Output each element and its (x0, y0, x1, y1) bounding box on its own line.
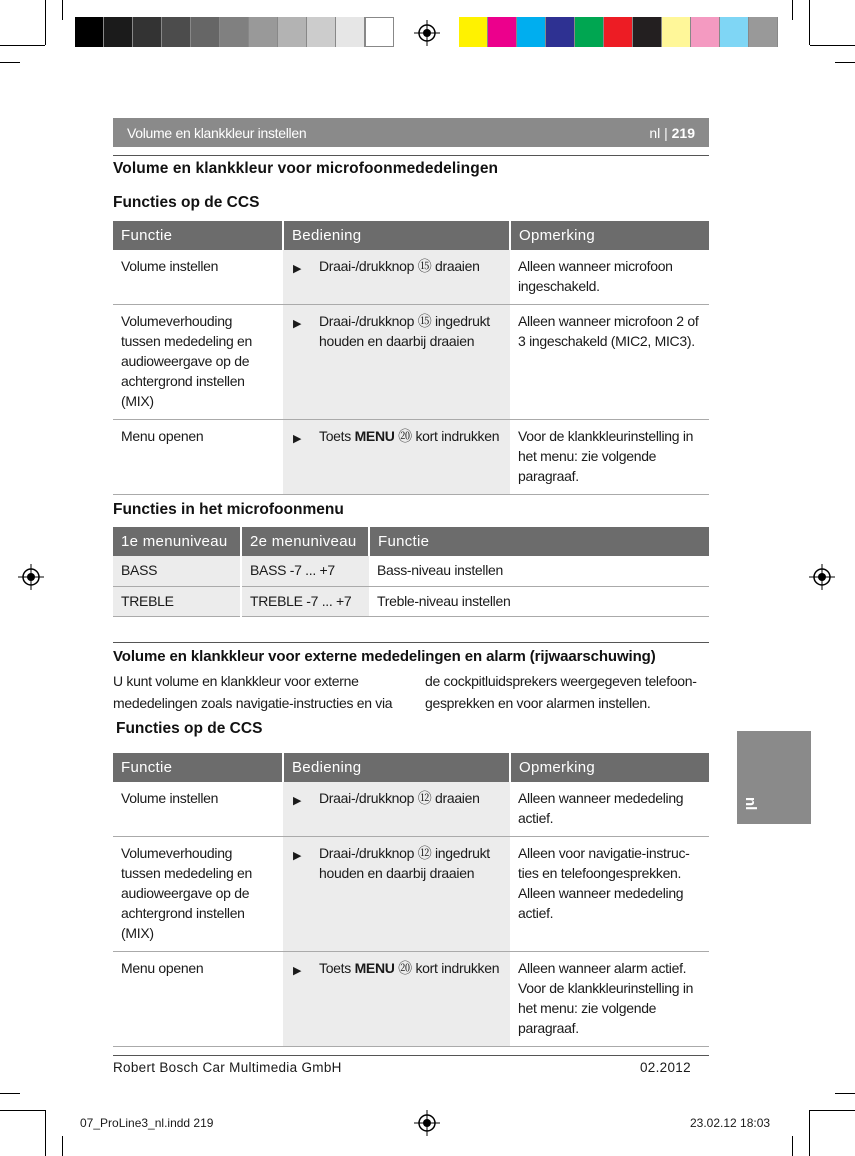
cell-functie: Menu openen (113, 420, 283, 495)
arrow-right-icon (291, 256, 319, 279)
crop-mark (0, 1093, 20, 1094)
cell-bediening (283, 782, 510, 837)
cell-opmerking: Alleen wanneer mededeling actief. (510, 782, 709, 837)
side-tab-label: nl (742, 797, 759, 811)
cell-opmerking: Alleen voor navigatie-instructies en telefoongesprekken. Alleen wanneer mededeling actief. (510, 837, 709, 952)
bediening-text: Draai-/drukknop ⑮ ingedrukt houden en daarbij draaien (319, 313, 490, 349)
cell-opmerking: Alleen wanneer alarm actief. Voor de klankkleurinstelling in het menu: zie volgende paragraaf. (510, 952, 709, 1047)
text-pre: Toets (319, 960, 355, 976)
cell-level1: TREBLE (113, 586, 241, 616)
cmyk-color-bar (459, 17, 778, 47)
text-pre: Toets (319, 428, 355, 444)
header-separator: | (664, 124, 668, 141)
cell-level2: TREBLE -7 ... +7 (241, 586, 369, 616)
arrow-right-icon (291, 843, 319, 883)
cell-functie: Volume instellen (113, 250, 283, 305)
text-post: ⑳ kort indrukken (394, 428, 500, 444)
grayscale-color-bar (75, 17, 394, 47)
color-swatch (517, 17, 546, 47)
crop-mark (62, 1136, 63, 1156)
table-header-row (113, 753, 709, 782)
crop-mark (45, 1110, 46, 1156)
cell-function: Treble-niveau instellen (369, 586, 709, 616)
registration-mark-icon (414, 1110, 440, 1136)
color-swatch (633, 17, 662, 47)
column-header: 1e menuniveau (113, 527, 241, 556)
cell-functie: Volumeverhouding tussen mededeling en audioweergave op de achtergrond instellen (MIX) (113, 305, 283, 420)
slug-date: 23.02.12 18:03 (690, 1116, 771, 1130)
color-swatch (133, 17, 162, 47)
bediening-text: Draai-/drukknop ⑫ draaien (319, 790, 480, 806)
column-header: Bediening (283, 753, 510, 782)
cell-bediening (283, 952, 510, 1047)
header-page: 219 (671, 124, 695, 141)
crop-mark (835, 62, 855, 63)
crop-mark (835, 1093, 855, 1094)
footer-company: Robert Bosch Car Multimedia GmbH (113, 1060, 342, 1075)
header-page-number (649, 125, 695, 141)
table-header-row (113, 221, 709, 250)
color-swatch (249, 17, 278, 47)
section-title: Volume en klankkleur voor microfoonmededelingen (113, 160, 499, 177)
menu-key-label: MENU (354, 428, 395, 444)
color-swatch (488, 17, 517, 47)
crop-mark (810, 1110, 855, 1111)
cell-level2: BASS -7 ... +7 (241, 556, 369, 586)
table-row (113, 782, 709, 837)
divider (113, 155, 709, 156)
ccs-functions-table (113, 221, 709, 495)
menu-key-label: MENU (354, 960, 395, 976)
text-post: ⑳ kort indrukken (394, 960, 500, 976)
cell-function: Bass-niveau instellen (369, 556, 709, 586)
color-swatch (749, 17, 778, 47)
page-header (113, 118, 709, 147)
header-title: Volume en klankkleur instellen (127, 124, 307, 141)
color-swatch (575, 17, 604, 47)
crop-mark (809, 0, 810, 45)
table-row (113, 420, 709, 495)
color-swatch (191, 17, 220, 47)
table-row (113, 556, 709, 586)
bediening-text: Draai-/drukknop ⑮ draaien (319, 258, 480, 274)
registration-mark-icon (809, 564, 835, 590)
table-row (113, 952, 709, 1047)
bediening-text (319, 958, 499, 981)
color-swatch (365, 17, 394, 47)
footer-divider (113, 1055, 709, 1056)
cell-opmerking: Voor de klankkleurinstelling in het menu: zie volgende paragraaf. (510, 420, 709, 495)
cell-functie: Menu openen (113, 952, 283, 1047)
cell-opmerking: Alleen wanneer microfoon ingeschakeld. (510, 250, 709, 305)
column-header: Bediening (283, 221, 510, 250)
column-header: Functie (113, 753, 283, 782)
header-lang: nl (649, 124, 661, 141)
subsection-title: Functies op de CCS (113, 194, 260, 211)
footer-date: 02.2012 (640, 1060, 691, 1075)
bediening-text: Draai-/drukknop ⑫ ingedrukt houden en daarbij draaien (319, 845, 490, 881)
cell-bediening (283, 250, 510, 305)
crop-mark (45, 0, 46, 45)
column-header: Opmerking (510, 221, 709, 250)
subsection-title: Functies in het microfoonmenu (113, 501, 344, 518)
color-swatch (459, 17, 488, 47)
color-swatch (75, 17, 104, 47)
arrow-right-icon (291, 788, 319, 811)
color-swatch (162, 17, 191, 47)
color-swatch (336, 17, 365, 47)
crop-mark (792, 1136, 793, 1156)
color-swatch (604, 17, 633, 47)
language-side-tab (737, 731, 811, 824)
color-swatch (220, 17, 249, 47)
table-row (113, 586, 709, 616)
slug-file: 07_ProLine3_nl.indd 219 (80, 1116, 214, 1130)
registration-mark-icon (414, 20, 440, 46)
arrow-right-icon (291, 426, 319, 449)
cell-opmerking: Alleen wanneer microfoon 2 of 3 ingeschakeld (MIC2, MIC3). (510, 305, 709, 420)
column-header: Functie (369, 527, 709, 556)
body-text-right: de cockpitluidsprekers weergegeven telefoongesprekken en voor alarmen instellen. (425, 673, 697, 711)
crop-mark (62, 0, 63, 20)
arrow-right-icon (291, 311, 319, 351)
color-swatch (662, 17, 691, 47)
color-swatch (691, 17, 720, 47)
color-swatch (546, 17, 575, 47)
column-header: Opmerking (510, 753, 709, 782)
crop-mark (0, 45, 45, 46)
color-swatch (720, 17, 749, 47)
color-swatch (307, 17, 336, 47)
registration-mark-icon (18, 564, 44, 590)
color-swatch (104, 17, 133, 47)
cell-bediening (283, 420, 510, 495)
divider (113, 642, 709, 643)
crop-mark (792, 0, 793, 20)
color-swatch (278, 17, 307, 47)
arrow-right-icon (291, 958, 319, 981)
crop-mark (810, 45, 855, 46)
crop-mark (0, 62, 20, 63)
column-header: Functie (113, 221, 283, 250)
cell-functie: Volumeverhouding tussen mededeling en audioweergave op de achtergrond instellen (MIX) (113, 837, 283, 952)
section-title: Volume en klankkleur voor externe mededelingen en alarm (rijwaarschuwing) (113, 648, 656, 665)
cell-bediening (283, 305, 510, 420)
body-text-left: U kunt volume en klankkleur voor externe mededelingen zoals navigatie-instructies en via (113, 673, 393, 711)
table-row (113, 837, 709, 952)
subsection-title: Functies op de CCS (116, 720, 263, 737)
cell-functie: Volume instellen (113, 782, 283, 837)
ccs-functions-table (113, 753, 709, 1047)
bediening-text (319, 426, 499, 449)
table-header-row (113, 527, 709, 556)
cell-level1: BASS (113, 556, 241, 586)
microphone-menu-table (113, 527, 709, 617)
table-row (113, 305, 709, 420)
column-header: 2e menuniveau (241, 527, 369, 556)
cell-bediening (283, 837, 510, 952)
crop-mark (809, 1110, 810, 1156)
crop-mark (0, 1110, 45, 1111)
table-row (113, 250, 709, 305)
